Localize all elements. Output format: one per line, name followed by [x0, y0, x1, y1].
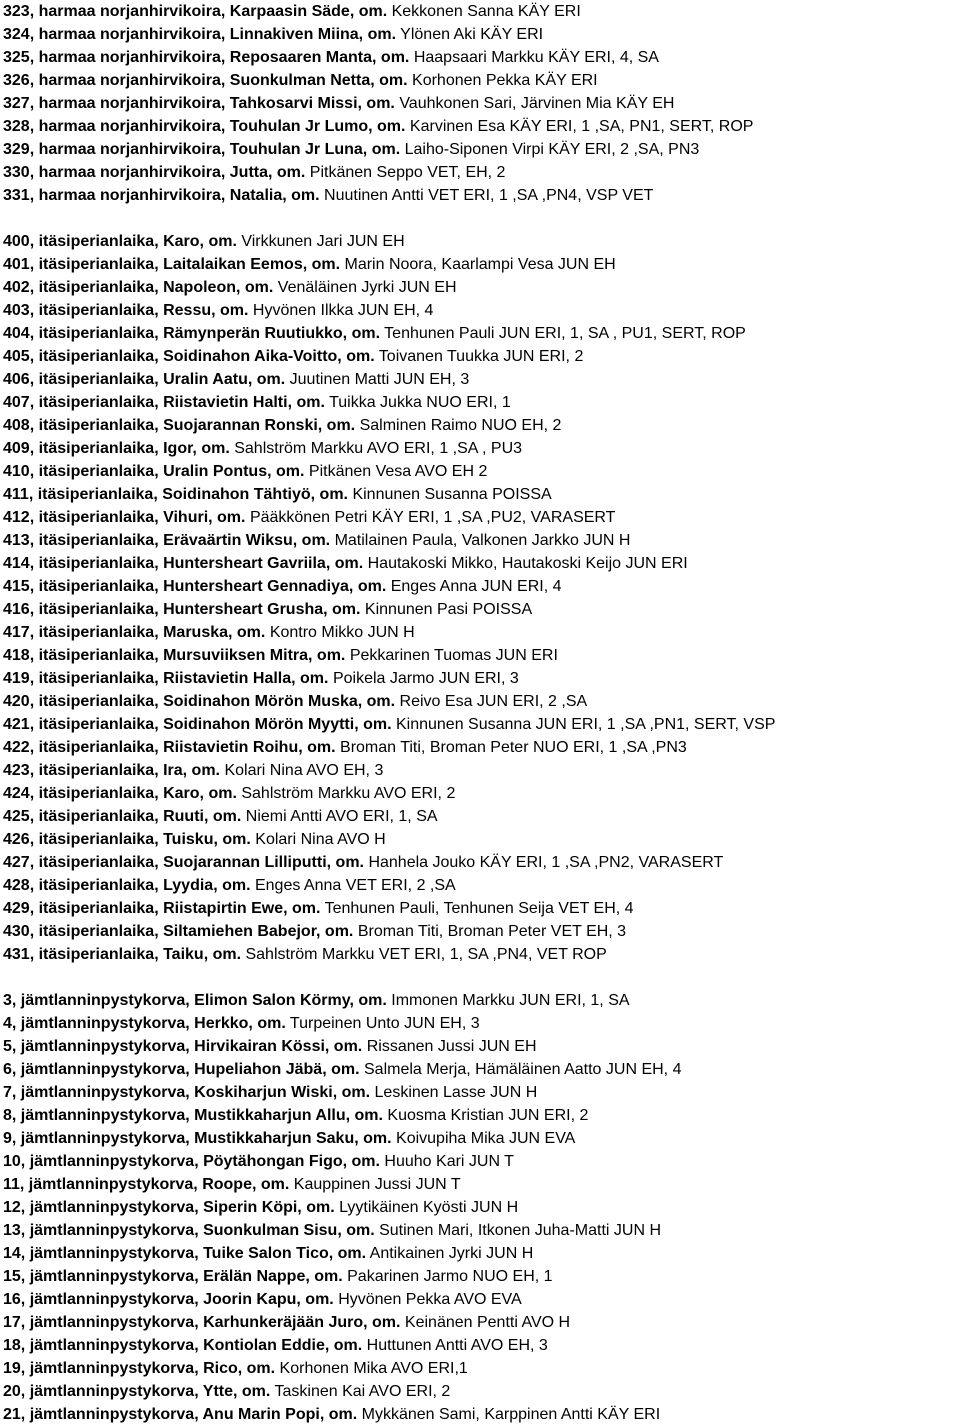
entry-dog: 328, harmaa norjanhirvikoira, Touhulan Jr Lumo, om.: [3, 118, 406, 135]
entry-row: [3, 920, 960, 943]
entry-owner-result: Pääkkönen Petri KÄY ERI, 1 ,SA ,PU2, VARASERT: [249, 509, 616, 526]
entry-owner-result: Toivanen Tuukka JUN ERI, 2: [378, 348, 584, 365]
entry-owner-result: Taskinen Kai AVO ERI, 2: [274, 1383, 451, 1400]
entry-dog: 431, itäsiperianlaika, Taiku, om.: [3, 946, 242, 963]
entry-dog: 405, itäsiperianlaika, Soidinahon Aika-Voitto, om.: [3, 348, 375, 365]
entry-dog: 407, itäsiperianlaika, Riistavietin Halti, om.: [3, 394, 325, 411]
entry-owner-result: Kolari Nina AVO EH, 3: [224, 762, 384, 779]
entry-dog: 409, itäsiperianlaika, Igor, om.: [3, 440, 230, 457]
entry-owner-result: Laiho-Siponen Virpi KÄY ERI, 2 ,SA, PN3: [404, 141, 700, 158]
entry-dog: 325, harmaa norjanhirvikoira, Reposaaren Manta, om.: [3, 49, 410, 66]
entry-dog: 423, itäsiperianlaika, Ira, om.: [3, 762, 220, 779]
entry-row: [3, 759, 960, 782]
entry-dog: 324, harmaa norjanhirvikoira, Linnakiven Miina, om.: [3, 26, 397, 43]
entry-owner-result: Keinänen Pentti AVO H: [404, 1314, 571, 1331]
entry-row: [3, 1242, 960, 1265]
entry-dog: 17, jämtlanninpystykorva, Karhunkeräjään Juro, om.: [3, 1314, 401, 1331]
entry-row: [3, 1288, 960, 1311]
entry-owner-result: Sutinen Mari, Itkonen Juha-Matti JUN H: [379, 1222, 661, 1239]
entry-row: [3, 437, 960, 460]
entry-row: [3, 92, 960, 115]
entry-owner-result: Kinnunen Susanna POISSA: [352, 486, 552, 503]
entry-dog: 9, jämtlanninpystykorva, Mustikkaharjun Saku, om.: [3, 1130, 392, 1147]
entry-owner-result: Karvinen Esa KÄY ERI, 1 ,SA, PN1, SERT, ROP: [409, 118, 754, 135]
entry-row: [3, 368, 960, 391]
entry-owner-result: Poikela Jarmo JUN ERI, 3: [332, 670, 519, 687]
entry-owner-result: Enges Anna JUN ERI, 4: [390, 578, 562, 595]
entry-dog: 427, itäsiperianlaika, Suojarannan Lilliputti, om.: [3, 854, 364, 871]
entry-owner-result: Mykkänen Sami, Karppinen Antti KÄY ERI: [361, 1406, 661, 1423]
entry-row: [3, 115, 960, 138]
entry-owner-result: Kinnunen Susanna JUN ERI, 1 ,SA ,PN1, SERT, VSP: [395, 716, 776, 733]
entry-row: [3, 391, 960, 414]
entry-row: [3, 805, 960, 828]
entry-owner-result: Hyvönen Pekka AVO EVA: [338, 1291, 522, 1308]
entry-dog: 13, jämtlanninpystykorva, Suonkulman Sisu, om.: [3, 1222, 375, 1239]
breed-group-itasiperianlaika: [3, 230, 960, 966]
entry-row: [3, 23, 960, 46]
entry-owner-result: Ylönen Aki KÄY ERI: [400, 26, 544, 43]
breed-group-jamtlanninpystykorva: [3, 989, 960, 1426]
entry-dog: 428, itäsiperianlaika, Lyydia, om.: [3, 877, 251, 894]
entry-row: [3, 1173, 960, 1196]
entry-dog: 401, itäsiperianlaika, Laitalaikan Eemos, om.: [3, 256, 341, 273]
entry-owner-result: Tuikka Jukka NUO ERI, 1: [329, 394, 511, 411]
entry-owner-result: Pitkänen Seppo VET, EH, 2: [309, 164, 506, 181]
entry-row: [3, 1081, 960, 1104]
entry-owner-result: Korhonen Pekka KÄY ERI: [412, 72, 598, 89]
entry-dog: 327, harmaa norjanhirvikoira, Tahkosarvi Missi, om.: [3, 95, 395, 112]
entry-dog: 10, jämtlanninpystykorva, Pöytähongan Figo, om.: [3, 1153, 380, 1170]
entry-owner-result: Turpeinen Unto JUN EH, 3: [289, 1015, 480, 1032]
entry-row: [3, 644, 960, 667]
entry-dog: 417, itäsiperianlaika, Maruska, om.: [3, 624, 266, 641]
entry-owner-result: Kekkonen Sanna KÄY ERI: [391, 3, 581, 20]
entry-dog: 330, harmaa norjanhirvikoira, Jutta, om.: [3, 164, 306, 181]
entry-dog: 424, itäsiperianlaika, Karo, om.: [3, 785, 237, 802]
entry-row: [3, 276, 960, 299]
entry-row: [3, 1104, 960, 1127]
entry-dog: 402, itäsiperianlaika, Napoleon, om.: [3, 279, 274, 296]
entry-owner-result: Lyytikäinen Kyösti JUN H: [339, 1199, 519, 1216]
entry-dog: 414, itäsiperianlaika, Huntersheart Gavriila, om.: [3, 555, 364, 572]
entry-owner-result: Reivo Esa JUN ERI, 2 ,SA: [399, 693, 588, 710]
entry-dog: 416, itäsiperianlaika, Huntersheart Grusha, om.: [3, 601, 361, 618]
entry-owner-result: Pekkarinen Tuomas JUN ERI: [349, 647, 558, 664]
entry-row: [3, 736, 960, 759]
entry-row: [3, 575, 960, 598]
entry-row: [3, 483, 960, 506]
entry-owner-result: Virkkunen Jari JUN EH: [241, 233, 405, 250]
entry-owner-result: Hyvönen Ilkka JUN EH, 4: [252, 302, 434, 319]
entry-dog: 410, itäsiperianlaika, Uralin Pontus, om.: [3, 463, 305, 480]
entry-row: [3, 828, 960, 851]
entry-row: [3, 1380, 960, 1403]
entry-dog: 400, itäsiperianlaika, Karo, om.: [3, 233, 237, 250]
entry-owner-result: Rissanen Jussi JUN EH: [366, 1038, 537, 1055]
entry-owner-result: Nuutinen Antti VET ERI, 1 ,SA ,PN4, VSP VET: [324, 187, 654, 204]
entry-owner-result: Kinnunen Pasi POISSA: [364, 601, 533, 618]
entry-owner-result: Huttunen Antti AVO EH, 3: [366, 1337, 548, 1354]
entry-owner-result: Pakarinen Jarmo NUO EH, 1: [347, 1268, 553, 1285]
entry-dog: 21, jämtlanninpystykorva, Anu Marin Popi, om.: [3, 1406, 358, 1423]
entry-dog: 406, itäsiperianlaika, Uralin Aatu, om.: [3, 371, 286, 388]
entry-owner-result: Juutinen Matti JUN EH, 3: [289, 371, 470, 388]
entry-dog: 430, itäsiperianlaika, Siltamiehen Babejor, om.: [3, 923, 354, 940]
entry-owner-result: Pitkänen Vesa AVO EH 2: [308, 463, 488, 480]
entry-row: [3, 1035, 960, 1058]
entry-dog: 7, jämtlanninpystykorva, Koskiharjun Wiski, om.: [3, 1084, 371, 1101]
entry-row: [3, 1058, 960, 1081]
entry-owner-result: Salmela Merja, Hämäläinen Aatto JUN EH, 4: [364, 1061, 682, 1078]
entry-owner-result: Korhonen Mika AVO ERI,1: [279, 1360, 468, 1377]
entry-row: [3, 989, 960, 1012]
entry-owner-result: Kauppinen Jussi JUN T: [293, 1176, 461, 1193]
entry-row: [3, 1334, 960, 1357]
entry-dog: 14, jämtlanninpystykorva, Tuike Salon Tico, om.: [3, 1245, 367, 1262]
entry-owner-result: Tenhunen Pauli JUN ERI, 1, SA , PU1, SERT, ROP: [384, 325, 746, 342]
entry-dog: 15, jämtlanninpystykorva, Erälän Nappe, om.: [3, 1268, 343, 1285]
entry-row: [3, 782, 960, 805]
entry-dog: 323, harmaa norjanhirvikoira, Karpaasin Säde, om.: [3, 3, 388, 20]
entry-row: [3, 874, 960, 897]
entry-dog: 403, itäsiperianlaika, Ressu, om.: [3, 302, 249, 319]
entry-row: [3, 667, 960, 690]
entry-dog: 20, jämtlanninpystykorva, Ytte, om.: [3, 1383, 271, 1400]
entry-row: [3, 184, 960, 207]
entry-dog: 18, jämtlanninpystykorva, Kontiolan Eddie, om.: [3, 1337, 363, 1354]
entry-dog: 419, itäsiperianlaika, Riistavietin Halla, om.: [3, 670, 329, 687]
entry-dog: 415, itäsiperianlaika, Huntersheart Gennadiya, om.: [3, 578, 387, 595]
entry-dog: 6, jämtlanninpystykorva, Hupeliahon Jäbä, om.: [3, 1061, 360, 1078]
entry-dog: 425, itäsiperianlaika, Ruuti, om.: [3, 808, 242, 825]
entry-owner-result: Niemi Antti AVO ERI, 1, SA: [245, 808, 438, 825]
entry-owner-result: Kontro Mikko JUN H: [269, 624, 415, 641]
entry-owner-result: Broman Titi, Broman Peter VET EH, 3: [357, 923, 627, 940]
entry-row: [3, 552, 960, 575]
entry-owner-result: Broman Titi, Broman Peter NUO ERI, 1 ,SA ,PN3: [340, 739, 687, 756]
entry-owner-result: Hautakoski Mikko, Hautakoski Keijo JUN ERI: [367, 555, 688, 572]
entry-dog: 421, itäsiperianlaika, Soidinahon Mörön Myytti, om.: [3, 716, 392, 733]
entry-owner-result: Salminen Raimo NUO EH, 2: [359, 417, 562, 434]
entry-row: [3, 1219, 960, 1242]
entry-dog: 418, itäsiperianlaika, Mursuviiksen Mitra, om.: [3, 647, 346, 664]
entry-owner-result: Enges Anna VET ERI, 2 ,SA: [254, 877, 456, 894]
entry-row: [3, 253, 960, 276]
entry-dog: 420, itäsiperianlaika, Soidinahon Mörön Muska, om.: [3, 693, 396, 710]
entry-row: [3, 138, 960, 161]
entry-row: [3, 1311, 960, 1334]
entry-dog: 412, itäsiperianlaika, Vihuri, om.: [3, 509, 246, 526]
entry-row: [3, 1265, 960, 1288]
entry-dog: 422, itäsiperianlaika, Riistavietin Roihu, om.: [3, 739, 336, 756]
entry-owner-result: Kuosma Kristian JUN ERI, 2: [387, 1107, 589, 1124]
entry-dog: 411, itäsiperianlaika, Soidinahon Tähtiyö, om.: [3, 486, 348, 503]
entry-owner-result: Sahlström Markku VET ERI, 1, SA ,PN4, VET ROP: [245, 946, 607, 963]
entry-owner-result: Koivupiha Mika JUN EVA: [396, 1130, 576, 1147]
entry-owner-result: Venäläinen Jyrki JUN EH: [277, 279, 457, 296]
entry-row: [3, 345, 960, 368]
entry-owner-result: Haapsaari Markku KÄY ERI, 4, SA: [413, 49, 659, 66]
entry-owner-result: Tenhunen Pauli, Tenhunen Seija VET EH, 4: [324, 900, 634, 917]
entry-dog: 5, jämtlanninpystykorva, Hirvikairan Kössi, om.: [3, 1038, 363, 1055]
entry-owner-result: Antikainen Jyrki JUN H: [369, 1245, 534, 1262]
entry-row: [3, 1196, 960, 1219]
entry-row: [3, 322, 960, 345]
breed-group-norjanhirvikoira: [3, 0, 960, 207]
entry-dog: 429, itäsiperianlaika, Riistapirtin Ewe, om.: [3, 900, 321, 917]
entry-row: [3, 713, 960, 736]
entry-row: [3, 414, 960, 437]
entry-row: [3, 46, 960, 69]
entry-row: [3, 0, 960, 23]
entry-row: [3, 1012, 960, 1035]
entry-row: [3, 943, 960, 966]
entry-dog: 331, harmaa norjanhirvikoira, Natalia, om.: [3, 187, 320, 204]
entry-row: [3, 621, 960, 644]
entry-owner-result: Vauhkonen Sari, Järvinen Mia KÄY EH: [399, 95, 675, 112]
entry-owner-result: Sahlström Markku AVO ERI, 1 ,SA , PU3: [234, 440, 523, 457]
entry-row: [3, 897, 960, 920]
entry-dog: 413, itäsiperianlaika, Erävaärtin Wiksu, om.: [3, 532, 331, 549]
entry-owner-result: Hanhela Jouko KÄY ERI, 1 ,SA ,PN2, VARASERT: [368, 854, 724, 871]
entry-row: [3, 529, 960, 552]
entry-row: [3, 161, 960, 184]
entry-row: [3, 69, 960, 92]
entry-row: [3, 1357, 960, 1380]
entry-row: [3, 690, 960, 713]
entry-dog: 16, jämtlanninpystykorva, Joorin Kapu, om.: [3, 1291, 334, 1308]
entry-dog: 426, itäsiperianlaika, Tuisku, om.: [3, 831, 251, 848]
entry-row: [3, 1150, 960, 1173]
entry-row: [3, 851, 960, 874]
entry-dog: 408, itäsiperianlaika, Suojarannan Ronski, om.: [3, 417, 356, 434]
entry-dog: 329, harmaa norjanhirvikoira, Touhulan Jr Luna, om.: [3, 141, 401, 158]
entry-owner-result: Marin Noora, Kaarlampi Vesa JUN EH: [344, 256, 616, 273]
entry-owner-result: Leskinen Lasse JUN H: [374, 1084, 538, 1101]
entry-dog: 326, harmaa norjanhirvikoira, Suonkulman Netta, om.: [3, 72, 408, 89]
entry-dog: 12, jämtlanninpystykorva, Siperin Köpi, om.: [3, 1199, 335, 1216]
entry-row: [3, 460, 960, 483]
entry-row: [3, 506, 960, 529]
entry-dog: 4, jämtlanninpystykorva, Herkko, om.: [3, 1015, 286, 1032]
entry-owner-result: Sahlström Markku AVO ERI, 2: [241, 785, 456, 802]
entry-owner-result: Kolari Nina AVO H: [255, 831, 386, 848]
results-document: [3, 0, 960, 1426]
entry-dog: 19, jämtlanninpystykorva, Rico, om.: [3, 1360, 276, 1377]
entry-row: [3, 598, 960, 621]
entry-row: [3, 1403, 960, 1426]
entry-dog: 11, jämtlanninpystykorva, Roope, om.: [3, 1176, 290, 1193]
entry-owner-result: Immonen Markku JUN ERI, 1, SA: [391, 992, 630, 1009]
entry-dog: 8, jämtlanninpystykorva, Mustikkaharjun Allu, om.: [3, 1107, 383, 1124]
entry-row: [3, 299, 960, 322]
entry-dog: 404, itäsiperianlaika, Rämynperän Ruutiukko, om.: [3, 325, 381, 342]
entry-owner-result: Huuho Kari JUN T: [384, 1153, 514, 1170]
entry-row: [3, 230, 960, 253]
entry-dog: 3, jämtlanninpystykorva, Elimon Salon Körmy, om.: [3, 992, 387, 1009]
entry-owner-result: Matilainen Paula, Valkonen Jarkko JUN H: [334, 532, 631, 549]
entry-row: [3, 1127, 960, 1150]
